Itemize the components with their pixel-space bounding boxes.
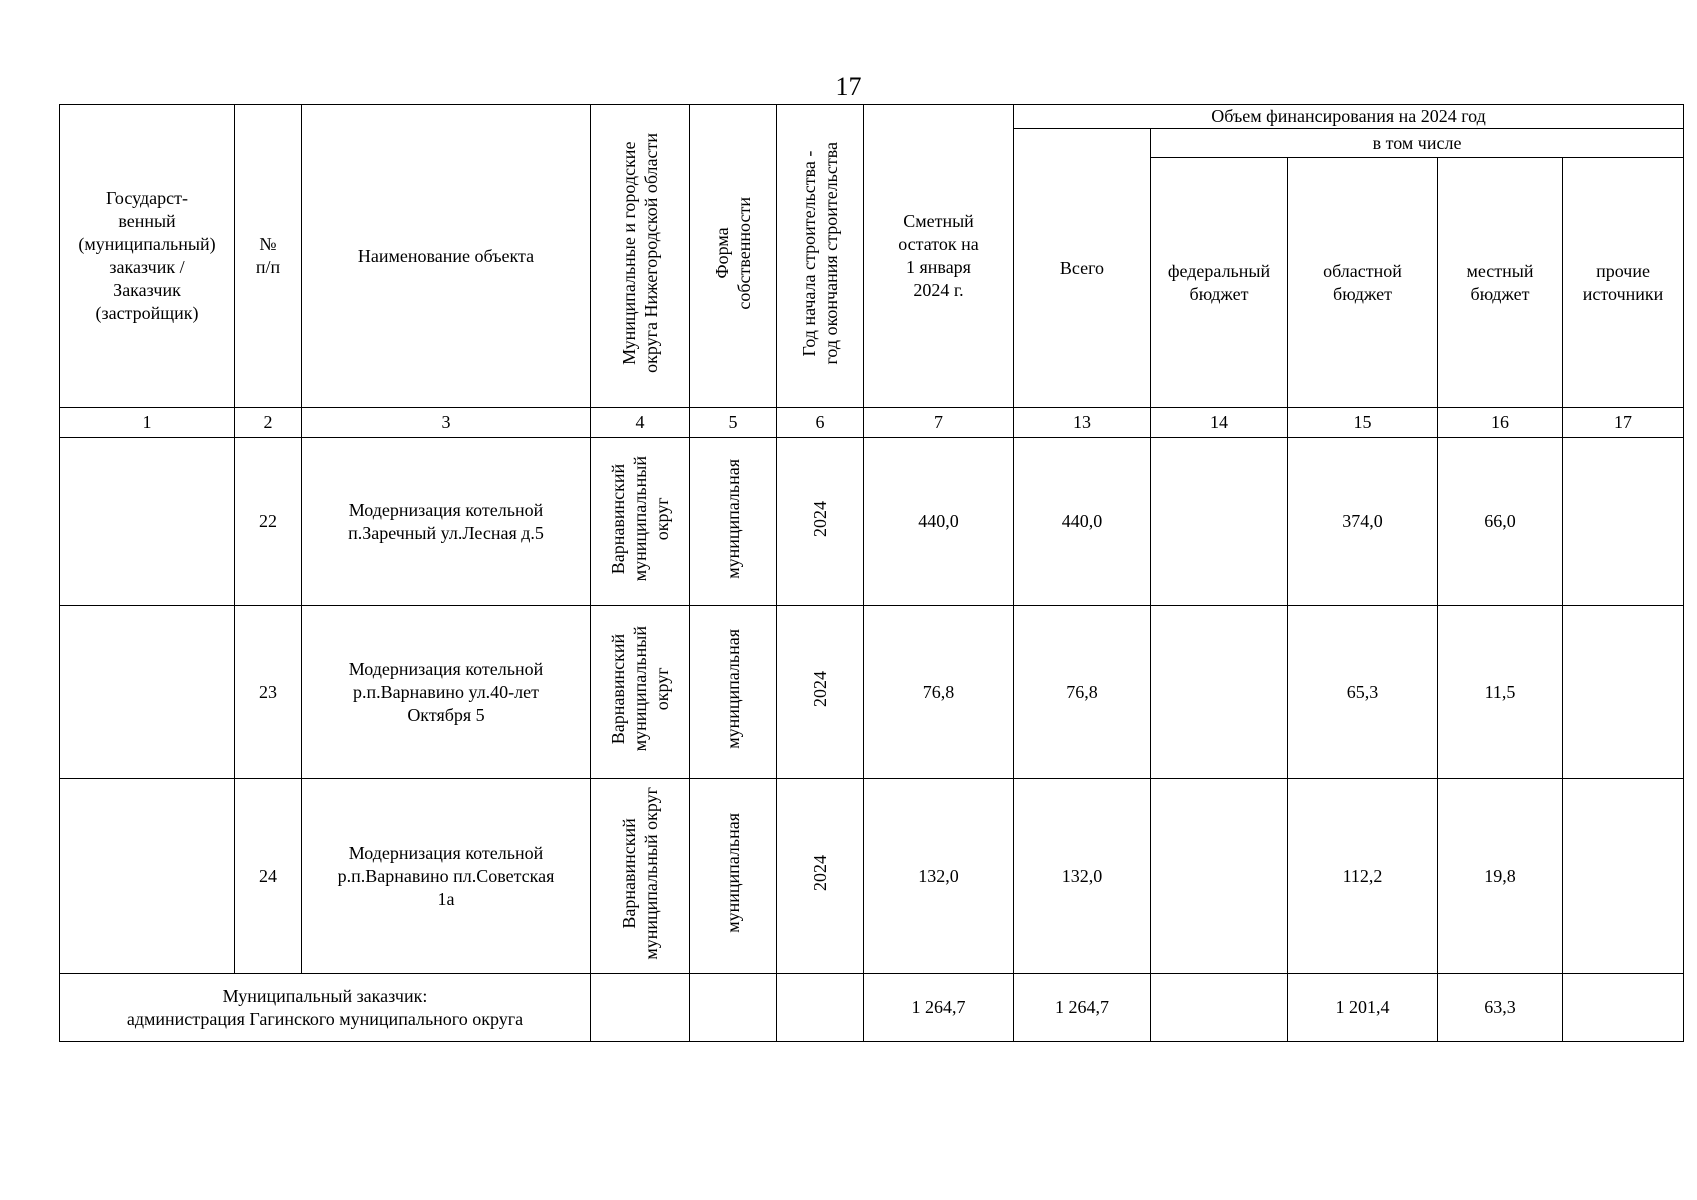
col-number: 2 bbox=[235, 408, 302, 438]
header-estimated-balance: Сметный остаток на 1 января 2024 г. bbox=[864, 105, 1014, 408]
cell-number: 24 bbox=[235, 779, 302, 974]
cell-ownership: муниципальная bbox=[690, 779, 777, 974]
totals-balance: 1 264,7 bbox=[864, 974, 1014, 1042]
cell-number: 22 bbox=[235, 438, 302, 606]
cell-customer bbox=[60, 606, 235, 779]
cell-regional: 65,3 bbox=[1288, 606, 1438, 779]
column-numbers-row bbox=[60, 408, 1684, 438]
header-financing-title: Объем финансирования на 2024 год bbox=[1014, 105, 1684, 129]
col-number: 17 bbox=[1563, 408, 1684, 438]
header-regional: областной бюджет bbox=[1288, 158, 1438, 408]
cell-district: Варнавинский муниципальный округ bbox=[591, 438, 690, 606]
header-row-1 bbox=[60, 105, 1684, 129]
col-number: 15 bbox=[1288, 408, 1438, 438]
table-row bbox=[60, 438, 1684, 606]
cell-ownership: муниципальная bbox=[690, 438, 777, 606]
header-number: № п/п bbox=[235, 105, 302, 408]
header-including: в том числе bbox=[1151, 129, 1684, 158]
cell-balance: 76,8 bbox=[864, 606, 1014, 779]
col-number: 5 bbox=[690, 408, 777, 438]
cell-customer bbox=[60, 438, 235, 606]
totals-federal bbox=[1151, 974, 1288, 1042]
cell-total: 76,8 bbox=[1014, 606, 1151, 779]
cell-local: 19,8 bbox=[1438, 779, 1563, 974]
cell-other bbox=[1563, 779, 1684, 974]
cell-total: 440,0 bbox=[1014, 438, 1151, 606]
header-district: Муниципальные и городские округа Нижегородской области bbox=[591, 105, 690, 408]
header-federal: федеральный бюджет bbox=[1151, 158, 1288, 408]
cell-district: Варнавинский муниципальный округ bbox=[591, 606, 690, 779]
col-number: 13 bbox=[1014, 408, 1151, 438]
cell-federal bbox=[1151, 779, 1288, 974]
col-number: 16 bbox=[1438, 408, 1563, 438]
header-local: местный бюджет bbox=[1438, 158, 1563, 408]
cell-other bbox=[1563, 438, 1684, 606]
totals-district bbox=[591, 974, 690, 1042]
col-number: 1 bbox=[60, 408, 235, 438]
cell-regional: 374,0 bbox=[1288, 438, 1438, 606]
header-total: Всего bbox=[1014, 129, 1151, 408]
cell-federal bbox=[1151, 438, 1288, 606]
col-number: 14 bbox=[1151, 408, 1288, 438]
cell-regional: 112,2 bbox=[1288, 779, 1438, 974]
totals-ownership bbox=[690, 974, 777, 1042]
col-number: 3 bbox=[302, 408, 591, 438]
col-number: 4 bbox=[591, 408, 690, 438]
cell-federal bbox=[1151, 606, 1288, 779]
header-customer: Государст- венный (муниципальный) заказчик / Заказчик (застройщик) bbox=[60, 105, 235, 408]
cell-years: 2024 bbox=[777, 779, 864, 974]
cell-balance: 132,0 bbox=[864, 779, 1014, 974]
cell-total: 132,0 bbox=[1014, 779, 1151, 974]
cell-local: 11,5 bbox=[1438, 606, 1563, 779]
financing-table bbox=[59, 104, 1684, 1042]
col-number: 6 bbox=[777, 408, 864, 438]
cell-object-name: Модернизация котельной п.Заречный ул.Лесная д.5 bbox=[302, 438, 591, 606]
header-object-name: Наименование объекта bbox=[302, 105, 591, 408]
totals-years bbox=[777, 974, 864, 1042]
page-number: 17 bbox=[835, 72, 862, 101]
col-number: 7 bbox=[864, 408, 1014, 438]
totals-row bbox=[60, 974, 1684, 1042]
header-years: Год начала строительства - год окончания строительства bbox=[777, 105, 864, 408]
cell-local: 66,0 bbox=[1438, 438, 1563, 606]
cell-object-name: Модернизация котельной р.п.Варнавино ул.40-лет Октября 5 bbox=[302, 606, 591, 779]
table-row bbox=[60, 606, 1684, 779]
totals-total: 1 264,7 bbox=[1014, 974, 1151, 1042]
cell-number: 23 bbox=[235, 606, 302, 779]
totals-other bbox=[1563, 974, 1684, 1042]
totals-local: 63,3 bbox=[1438, 974, 1563, 1042]
cell-object-name: Модернизация котельной р.п.Варнавино пл.Советская 1а bbox=[302, 779, 591, 974]
cell-district: Варнавинский муниципальный округ bbox=[591, 779, 690, 974]
totals-regional: 1 201,4 bbox=[1288, 974, 1438, 1042]
table-row bbox=[60, 779, 1684, 974]
cell-ownership: муниципальная bbox=[690, 606, 777, 779]
cell-other bbox=[1563, 606, 1684, 779]
cell-customer bbox=[60, 779, 235, 974]
header-ownership: Форма собственности bbox=[690, 105, 777, 408]
header-other: прочие источники bbox=[1563, 158, 1684, 408]
cell-years: 2024 bbox=[777, 438, 864, 606]
totals-label: Муниципальный заказчик: администрация Гагинского муниципального округа bbox=[60, 974, 591, 1042]
cell-years: 2024 bbox=[777, 606, 864, 779]
cell-balance: 440,0 bbox=[864, 438, 1014, 606]
